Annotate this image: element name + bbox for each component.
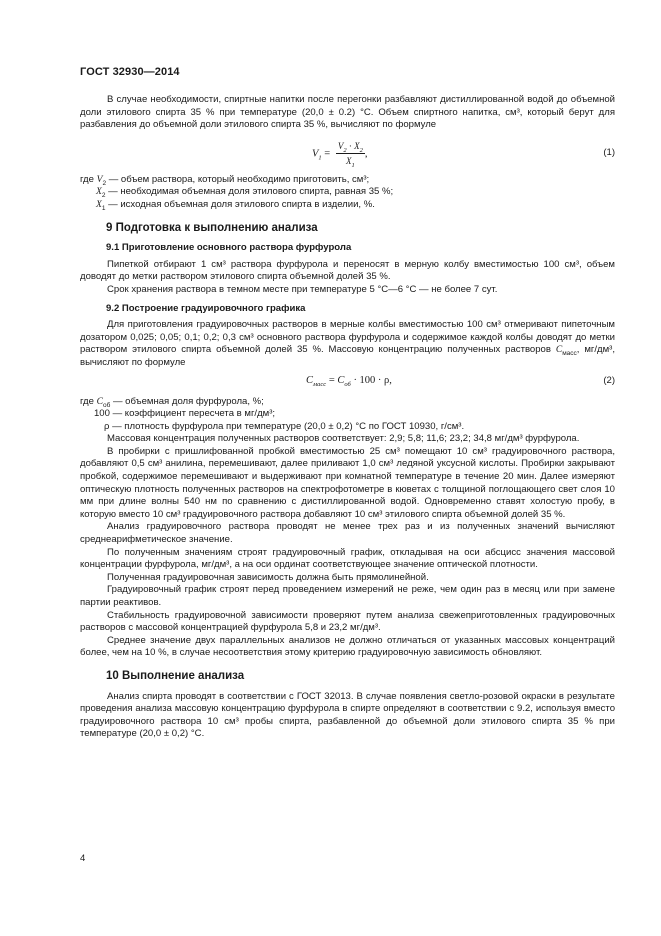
where-x2: $X_2$ — необходимая объемная доля этилового спирта, равная 35 %; [96, 186, 394, 200]
section-9-body-paragraph-3: Анализ градуировочного раствора проводят не менее трех раз и из полученных значений вычисляют среднеарифметическое значение. [80, 521, 615, 546]
formula-1-fraction: $\frac{V_2 \cdot X_2}{X_1}$ [337, 140, 363, 170]
section-10-paragraph: Анализ спирта проводят в соответствии с ГОСТ 32013. В случае появления светло-розовой окраски в результате проведения анализа массовую концентрацию фурфурола в спирте определяют в соответствии с 9.2, используя вместо градуировочного раствора 10 см³ пробы спирта, разбавленной до объемной доли этилового спирта 35 % при температуре (20,0 ± 0,2) °С. [80, 690, 615, 740]
section-9-title: 9 Подготовка к выполнению анализа [106, 221, 318, 234]
section-9-2-title: 9.2 Построение градуировочного графика [106, 302, 306, 314]
section-9-2-paragraph-1: Для приготовления градуировочных растворов в мерные колбы вместимостью 100 см³ отмеривают пипеточным дозатором 0,025; 0,05; 0,1; 0,2; 0,3 см³ основного раствора фурфурола и содержимое каждой колбы доводят до метки раствором этилового спирта объемной долей 35 %. Массовую концентрацию полученных растворов $С_{масс}$, мг/дм³, вычисляют по формуле [80, 319, 615, 368]
section-9-body-paragraph-1: Массовая концентрация полученных растворов соответствует: 2,9; 5,8; 11,6; 23,2; 34,8 мг/дм³ фурфурола. [107, 433, 580, 445]
where-v2: где $V_2$ — объем раствора, который необходимо приготовить, см³; [80, 173, 370, 187]
section-9-body-paragraph-5: Полученная градуировочная зависимость должна быть прямолинейной. [107, 571, 429, 583]
where-coefficient: 100 — коэффициент пересчета в мг/дм³; [94, 408, 276, 420]
section-9-body-paragraph-6: Градуировочный график строят перед проведением измерений не реже, чем один раз в месяц или при замене партии реактивов. [80, 584, 615, 608]
section-9-1-title: 9.1 Приготовление основного раствора фурфурола [106, 242, 352, 254]
formula-1 [80, 138, 615, 168]
section-9-body-paragraph-7: Стабильность градуировочной зависимости проверяют путем анализа свежеприготовленных градуировочных растворов с массовой концентрацией фурфурола 5,8 и 23,2 мг/дм³. [80, 609, 615, 634]
section-9-body-paragraph-2: В пробирки с пришлифованной пробкой вместимостью 25 см³ помещают 10 см³ градуировочного раствора, добавляют 0,5 см³ анилина, перемешивают, далее приливают 1,0 см³ ледяной уксусной кислоты. Пробирки закрывают пробкой, содержимое перемешивают и выдерживают при комнатной температуре в течение 20 мин. Далее измеряют оптическую плотность полученных растворов на спектрофотометре в кюветах с толщиной поглощающего свет слоя 10 мм при длине волны 540 нм по сравнению с дистиллированной водой. Одновременно ставят холостую пробу, в которую вместо 10 см³ градуировочного раствора добавляют 10 см³ этилового спирта объемной долей 35 %. [80, 445, 615, 520]
formula-2-expression: $С_{масс} = С_{об} \cdot 100 \cdot \rho$, [306, 374, 392, 388]
section-9-1-paragraph-1: Пипеткой отбирают 1 см³ раствора фурфурола и переносят в мерную колбу вместимостью 100 см³, объем доводят до метки раствором этилового спирта объемной долей 35 %. [80, 258, 615, 283]
page-number: 4 [80, 853, 86, 864]
where-c-ob: где $С_{об}$ — объемная доля фурфурола, %; [80, 395, 264, 409]
formula-2-number: (2) [603, 374, 615, 386]
section-9-body-paragraph-8: Среднее значение двух параллельных анализов не должно отличаться от указанных массовых концентраций более, чем на 10 %, в случае несоответствия этому критерию градуировочную зависимость обновляют. [80, 634, 615, 659]
formula-2 [80, 374, 615, 392]
section-9-body-paragraph-4: По полученным значениям строят градуировочный график, откладывая на оси абсцисс значения массовой концентрации фурфурола, мг/дм³, а на оси ординат соответствующее значение оптической плотности. [80, 546, 615, 571]
document-body [80, 94, 615, 741]
formula-1-expression: $V_1$ = $\frac{V_2 \cdot X_2}{X_1}$ , [312, 140, 368, 170]
intro-paragraph: В случае необходимости, спиртные напитки после перегонки разбавляют дистиллированной водой до объемной доли этилового спирта 35 % при температуре (20,0 ± 0.2) °С. Объем спиртного напитка, см³, который берут для разбавления до объемной доли этилового спирта 35 %, вычисляют по формуле [80, 94, 615, 131]
formula-1-number: (1) [603, 146, 615, 158]
section-10-title: 10 Выполнение анализа [106, 669, 245, 682]
document-code-header: ГОСТ 32930—2014 [80, 66, 180, 78]
where-density: ρ — плотность фурфурола при температуре (20,0 ± 0,2) °С по ГОСТ 10930, г/см³. [104, 420, 465, 432]
section-9-1-paragraph-2: Срок хранения раствора в темном месте при температуре 5 °С—6 °С — не более 7 сут. [107, 283, 498, 295]
where-x1: $X_1$ — исходная объемная доля этилового спирта в изделии, %. [96, 198, 375, 212]
